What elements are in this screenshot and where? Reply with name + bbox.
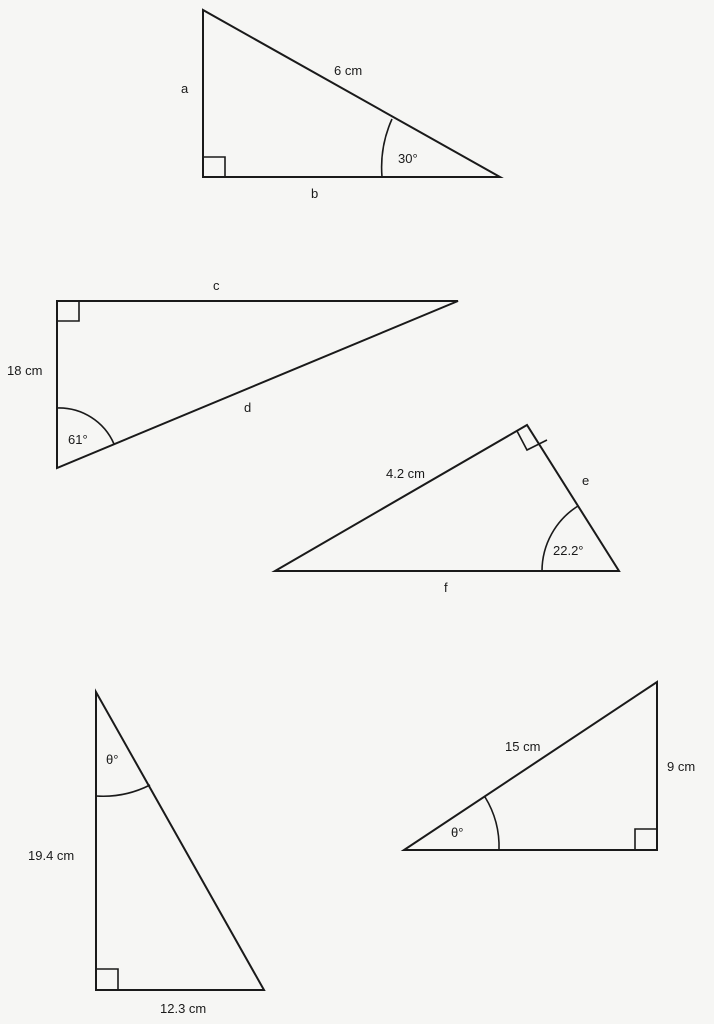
triangle-4-vertical-label: 19.4 cm — [28, 848, 75, 863]
triangle-1-base-label: b — [311, 186, 319, 201]
triangle-5-angle-arc — [485, 797, 499, 850]
triangle-2-top-label: c — [213, 278, 220, 293]
triangle-4-angle-arc — [96, 785, 150, 796]
triangle-2-angle-label: 61° — [68, 432, 88, 447]
triangle-5-vertical-label: 9 cm — [667, 759, 696, 774]
triangle-4-right-angle-mark — [96, 969, 118, 990]
triangle-5-outline — [404, 682, 657, 850]
triangle-5-angle-label: θ° — [451, 825, 464, 840]
triangle-3-angle-arc — [542, 506, 578, 571]
triangle-4-angle-label: θ° — [106, 752, 119, 767]
triangle-1-hypotenuse-label: 6 cm — [334, 63, 363, 78]
triangle-2-vertical-label: 18 cm — [7, 363, 43, 378]
triangle-4-base-label: 12.3 cm — [160, 1001, 207, 1016]
triangle-5-right-angle-mark — [635, 829, 657, 850]
triangle-1-outline — [203, 10, 500, 177]
triangle-4-outline — [96, 692, 264, 990]
triangle-1-angle-label: 30° — [398, 151, 418, 166]
triangle-5 — [404, 682, 695, 850]
triangle-3-short-side-label: e — [582, 473, 590, 488]
triangle-4 — [28, 692, 264, 1016]
triangle-3-hypotenuse-side-label: 4.2 cm — [386, 466, 426, 481]
triangle-2-outline — [57, 301, 458, 468]
triangle-1-right-angle-mark — [203, 157, 225, 177]
triangle-3-base-label: f — [444, 580, 448, 595]
triangle-1 — [181, 10, 500, 201]
triangle-1-vertical-label: a — [181, 81, 189, 96]
triangle-2 — [7, 278, 458, 468]
triangle-1-angle-arc — [382, 119, 392, 177]
triangle-2-hypotenuse-label: d — [244, 400, 252, 415]
triangle-5-hypotenuse-label: 15 cm — [505, 739, 541, 754]
triangle-2-right-angle-mark — [57, 301, 79, 321]
triangle-3 — [275, 425, 619, 595]
triangle-3-angle-label: 22.2° — [553, 543, 584, 558]
